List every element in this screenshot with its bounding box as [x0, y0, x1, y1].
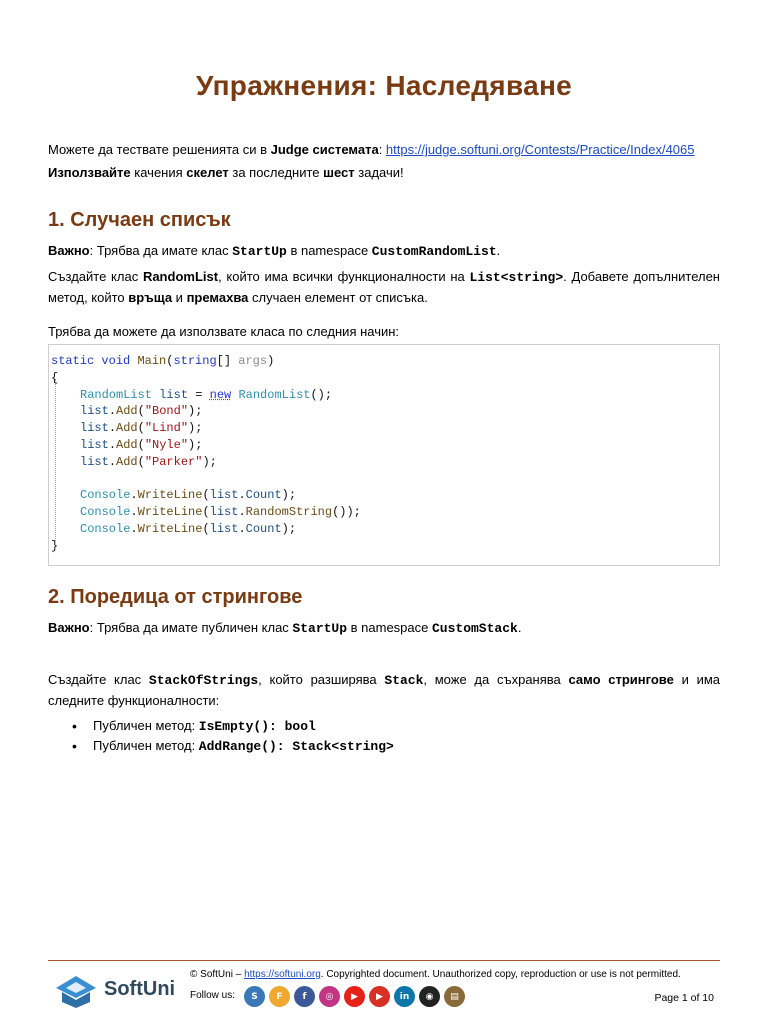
linkedin-icon[interactable]: in [394, 986, 415, 1007]
list-item: • Публичен метод: IsEmpty(): bool [48, 716, 394, 736]
judge-link[interactable]: https://judge.softuni.org/Contests/Practice/Index/4065 [385, 142, 695, 157]
method-list [48, 716, 394, 756]
youtube-alt-icon[interactable]: ▶ [369, 986, 390, 1007]
code-line-print-count-1: Console.WriteLine(list.Count); [80, 488, 297, 503]
code-line-close-brace: } [51, 538, 59, 553]
code-line-add-2: list.Add("Lind"); [80, 421, 203, 436]
follow-us-label: Follow us: [190, 990, 236, 1001]
copyright-notice: © SoftUni – https://softuni.org. Copyrighted document. Unauthorized copy, reproduction or use is not permitted. [190, 969, 681, 980]
instagram-icon[interactable]: ◎ [319, 986, 340, 1007]
social-links [244, 986, 465, 1008]
softuni-icon[interactable]: S [244, 986, 265, 1007]
code-line-add-1: list.Add("Bond"); [80, 404, 203, 419]
code-line-open-brace: { [51, 370, 59, 385]
page-number: Page 1 of 10 [654, 992, 714, 1004]
section-1-description: Създайте клас RandomList, който има всички функционалности на List<string>. Добавете допълнителен метод, който връща и премахва случаен елемент от списъка. [48, 269, 720, 305]
code-line-add-4: list.Add("Parker"); [80, 454, 217, 469]
section-2-description: Създайте клас StackOfStrings, който разширява Stack, може да съхранява само стрингове и има следните функционалности: [48, 672, 721, 708]
code-line-print-random: Console.WriteLine(list.RandomString()); [80, 505, 361, 520]
section-1-usage-text: Трябва да можете да използвате класа по следния начин: [48, 324, 400, 339]
softuni-link[interactable]: https://softuni.org [244, 969, 321, 980]
footer-divider [48, 960, 720, 961]
code-line-print-count-2: Console.WriteLine(list.Count); [80, 521, 297, 536]
code-line-new-list: RandomList list = new RandomList(); [80, 387, 333, 402]
code-block [48, 344, 720, 566]
softuni-logo-text: SoftUni [104, 978, 176, 1000]
list-item: • Публичен метод: AddRange(): Stack<string> [48, 736, 394, 756]
intro-judge-line: Можете да тествате решенията си в Judge системата: https://judge.softuni.org/Contests/Practice/Index/4065 [48, 142, 695, 157]
document-page [48, 0, 720, 1024]
github-icon[interactable]: ◉ [419, 986, 440, 1007]
section-1-important: Важно: Трябва да имате клас StartUp в namespace CustomRandomList. [48, 243, 501, 259]
code-line-add-3: list.Add("Nyle"); [80, 437, 203, 452]
code-line-blank [49, 471, 719, 488]
facebook-icon[interactable]: f [294, 986, 315, 1007]
youtube-icon[interactable]: ▶ [344, 986, 365, 1007]
blog-icon[interactable]: ▤ [444, 986, 465, 1007]
page-title: Упражнения: Наследяване [195, 70, 573, 101]
intro-skeleton-line: Използвайте качения скелет за последните шест задачи! [48, 165, 404, 180]
section-2-important: Важно: Трябва да имате публичен клас StartUp в namespace CustomStack. [48, 620, 522, 636]
code-line-main: static void Main(string[] args) [51, 354, 275, 368]
section-1-heading: 1. Случаен списък [48, 209, 231, 231]
section-2-heading: 2. Поредица от стрингове [48, 586, 303, 608]
softuni-foundation-icon[interactable]: F [269, 986, 290, 1007]
